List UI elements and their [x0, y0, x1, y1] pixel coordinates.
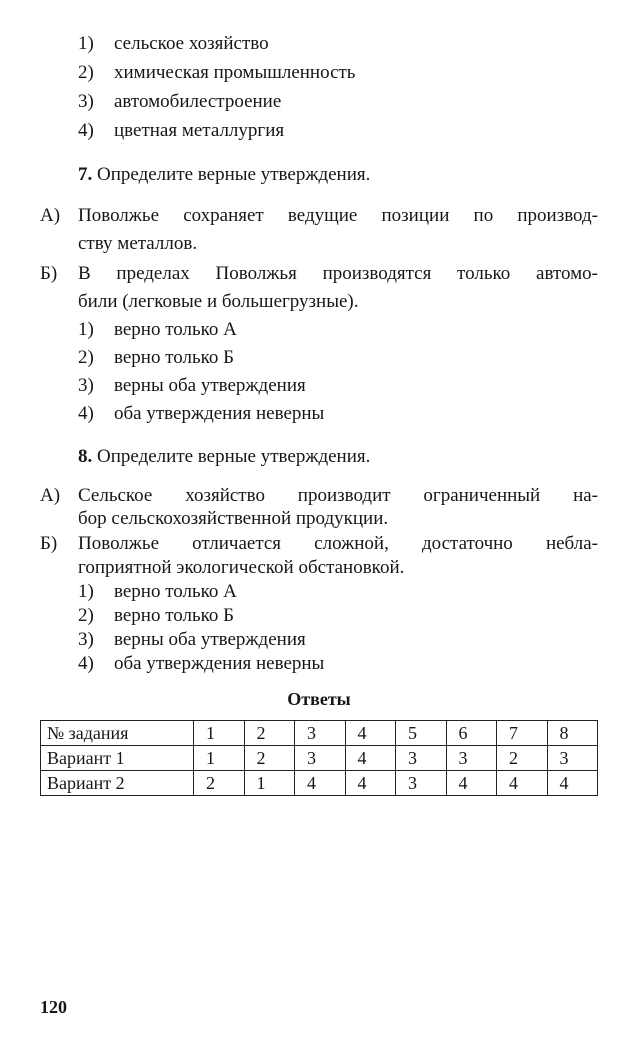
table-cell: 4: [547, 771, 598, 796]
q6-option-3: 3) автомобилестроение: [78, 91, 282, 112]
q7-statement-b-label: Б): [40, 263, 58, 284]
q7-statement-a-line2: ству металлов.: [78, 233, 198, 254]
table-cell: 2: [244, 746, 295, 771]
page-number: 120: [40, 997, 67, 1017]
row-header: № задания: [41, 721, 194, 746]
q6-option-1: 1) сельское хозяйство: [78, 33, 269, 54]
table-cell: 3: [547, 746, 598, 771]
table-cell: 3: [396, 771, 447, 796]
q8-option-2: 2) верно только Б: [78, 605, 235, 626]
q7-statement-b-line2: били (легковые и большегрузные).: [78, 291, 359, 312]
q7-statement-b-line1: В пределах Поволжья производятся только автомо-: [78, 263, 598, 284]
row-header: Вариант 2: [41, 771, 194, 796]
q7-option-1: 1) верно только А: [78, 319, 237, 340]
answers-title: Ответы: [287, 689, 351, 709]
table-cell: 1: [244, 771, 295, 796]
table-cell: 2: [497, 746, 548, 771]
q8-option-1: 1) верно только А: [78, 581, 237, 602]
table-cell: 7: [497, 721, 548, 746]
table-cell: 3: [446, 746, 497, 771]
q7-option-4: 4) оба утверждения неверны: [78, 403, 325, 424]
table-row: [41, 746, 598, 771]
table-cell: 6: [446, 721, 497, 746]
table-cell: 8: [547, 721, 598, 746]
q7-number: 7.: [78, 164, 93, 185]
table-cell: 4: [446, 771, 497, 796]
table-cell: 3: [295, 746, 346, 771]
q8-number: 8.: [78, 446, 93, 467]
table-cell: 4: [295, 771, 346, 796]
q8-statement-b-line2: гоприятной экологической обстановкой.: [78, 557, 405, 578]
q8-statement-b-line1: Поволжье отличается сложной, достаточно небла-: [78, 533, 598, 554]
q8-option-4: 4) оба утверждения неверны: [78, 653, 325, 674]
q7-option-3: 3) верны оба утверждения: [78, 375, 306, 396]
q8-prompt: 8. Определите верные утверждения.: [78, 446, 371, 467]
table-cell: 4: [345, 771, 396, 796]
table-cell: 2: [244, 721, 295, 746]
table-cell: 4: [497, 771, 548, 796]
table-row: [41, 771, 598, 796]
q7-statement-a-label: А): [40, 205, 61, 226]
q8-statement-a-label: А): [40, 485, 61, 506]
table-cell: 4: [345, 746, 396, 771]
table-cell: 5: [396, 721, 447, 746]
table-cell: 3: [396, 746, 447, 771]
row-header: Вариант 1: [41, 746, 194, 771]
answers-table: [40, 720, 598, 796]
q6-option-2: 2) химическая промышленность: [78, 62, 356, 83]
q6-option-4: 4) цветная металлургия: [78, 120, 285, 141]
table-row: [41, 721, 598, 746]
table-cell: 2: [194, 771, 245, 796]
q7-statement-a-line1: Поволжье сохраняет ведущие позиции по производ-: [78, 205, 598, 226]
q8-statement-a-line1: Сельское хозяйство производит ограниченный на-: [78, 485, 598, 506]
q8-statement-b-label: Б): [40, 533, 58, 554]
q8-statement-a-line2: бор сельскохозяйственной продукции.: [78, 508, 389, 529]
q8-option-3: 3) верны оба утверждения: [78, 629, 306, 650]
q7-prompt: 7. Определите верные утверждения.: [78, 164, 371, 185]
table-cell: 4: [345, 721, 396, 746]
table-cell: 1: [194, 721, 245, 746]
q7-option-2: 2) верно только Б: [78, 347, 235, 368]
table-cell: 1: [194, 746, 245, 771]
table-cell: 3: [295, 721, 346, 746]
